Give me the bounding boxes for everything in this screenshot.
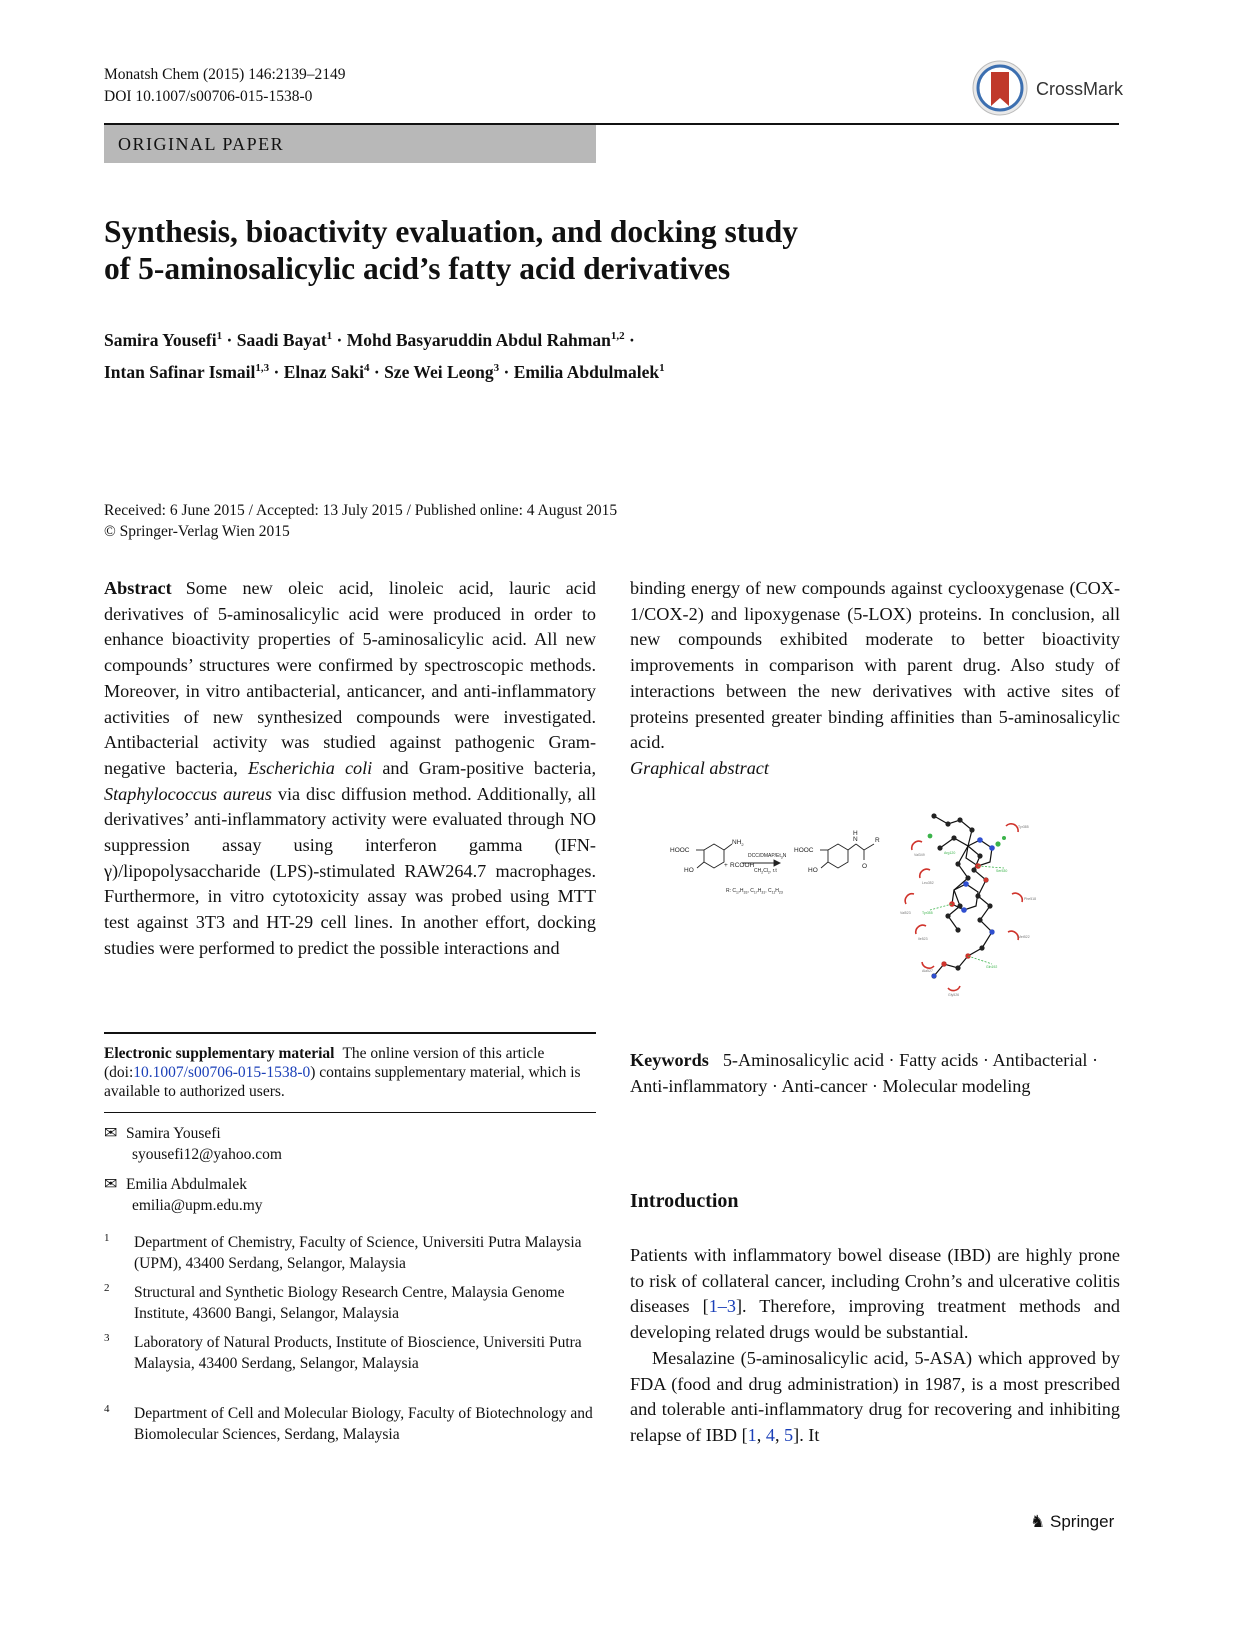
svg-text:Gly526: Gly526 [948,993,960,997]
affiliation: 2 Structural and Synthetic Biology Research Centre, Malaysia Genome Institute, 43600 Bangi, Selangor, Malaysia [104,1282,565,1322]
svg-text:RCOOH: RCOOH [730,862,755,869]
envelope-icon: ✉ [104,1125,118,1142]
title-line-2: of 5-aminosalicylic acid’s fatty acid derivatives [104,251,731,286]
abstract-text: Abstract Some new oleic acid, linoleic acid, lauric acid derivatives of 5-aminosalicylic acid were produced in order to enhance bioactivity properties of 5-aminosalicylic acid. All new compounds’ structures were confirmed by spectroscopic methods. Moreover, in vitro antibacterial, anticancer, and anti-inflammatory activities of new synthesized compounds were investigated. Antibacterial activity was studied against pathogenic Gram-negative bacteria, Escherichia coli and Gram-positive bacteria, Staphylococcus aureus via disc diffusion method. Additionally, all derivatives’ anti-inflammatory activity were evaluated through NO suppression assay using interferon gamma (IFN-γ)/lipopolysaccharide (LPS)-stimulated RAW264.7 macrophages. Furthermore, in vitro cytotoxicity assay was probed using MTT test against 3T3 and HT-29 cell lines. In another effort, docking studies were performed to predict the possible interactions and [104,578,596,958]
journal-header [104,64,346,108]
graphical-abstract-figure [668,808,1076,998]
section-heading-introduction: Introduction [630,1190,739,1212]
citation-link[interactable]: 1 [747,1424,757,1445]
author[interactable]: Mohd Basyaruddin Abdul Rahman [346,329,611,350]
affiliation: 1 Department of Chemistry, Faculty of Science, Universiti Putra Malaysia (UPM), 43400 Serdang, Selangor, Malaysia [104,1232,582,1272]
svg-text:H: H [853,830,858,837]
title-line-1: Synthesis, bioactivity evaluation, and docking study [104,214,799,249]
svg-text:N: N [853,836,858,843]
abstract-label: Abstract [104,578,172,598]
svg-text:Tyr355: Tyr355 [922,911,933,915]
email-link[interactable]: syousefi12@yahoo.com [132,1145,282,1163]
corresponding-author: ✉ Samira Yousefi syousefi12@yahoo.com [104,1124,596,1165]
svg-text:Val349: Val349 [914,853,925,857]
svg-text:Ser530: Ser530 [996,869,1008,873]
crossmark-label: CrossMark [1036,79,1124,99]
author[interactable]: Intan Safinar Ismail [104,361,256,382]
author[interactable]: Emilia Abdulmalek [513,361,660,382]
keywords: Keywords 5-Aminosalicylic acid · Fatty acids · Antibacterial · Anti-inflammatory · Anti-cancer · Molecular modeling [630,1050,1099,1096]
svg-text:Ala527: Ala527 [922,969,933,973]
svg-text:+: + [724,862,728,869]
publication-dates: Received: 6 June 2015 / Accepted: 13 July 2015 / Published online: 4 August 2015 © Springer-Verlag Wien 2015 [104,502,618,540]
springer-horse-icon: ♞ [1030,1512,1046,1531]
svg-text:Leu352: Leu352 [922,881,934,885]
doi: DOI 10.1007/s00706-015-1538-0 [104,88,313,105]
citation-link[interactable]: 1–3 [708,1296,736,1317]
corresponding-author: ✉ Emilia Abdulmalek emilia@upm.edu.my [104,1175,596,1216]
author[interactable]: Sze Wei Leong [384,361,494,382]
esm-bottom-rule [104,1112,596,1113]
esm-top-rule [104,1032,596,1034]
svg-text:NH2: $NH_2$ [732,839,744,847]
svg-text:Val523: Val523 [900,911,911,915]
svg-text:Met522: Met522 [1018,935,1030,939]
svg-text:Ile523: Ile523 [918,937,928,941]
paper-type-banner: ORIGINAL PAPER [104,125,596,163]
svg-text:CH2Cl2, r.t: $CH_2Cl_2$, r.t [754,868,777,875]
citation-link[interactable]: 5 [784,1424,794,1445]
abstract-continued: binding energy of new compounds against cyclooxygenase (COX-1/COX-2) and lipoxygenase (5-LOX) proteins. In conclusion, all new compounds exhibited moderate to better bioactivity improvements in comparison with parent drug. Also study of interactions between the new derivatives with active sites of proteins presented greater binding affinities than 5-aminosalicylic acid. Graphical abstract [630,576,1120,782]
svg-text:O: O [862,863,868,870]
journal-citation: Monatsh Chem (2015) 146:2139–2149 [104,66,346,83]
svg-text:HO: HO [808,867,818,874]
svg-text:R: C17H33, C17H31, C11H23: R: $C_{17}H_{33}$, $C_{17}H_{31}$, $C_{11}H_{23}$ [726,888,783,895]
email-link[interactable]: emilia@upm.edu.my [132,1196,263,1214]
svg-text:R: R [875,837,880,844]
affiliation: 3 Laboratory of Natural Products, Institute of Bioscience, Universiti Putra Malaysia, 43400 Serdang, Selangor, Malaysia [104,1332,582,1372]
affiliation: 4 Department of Cell and Molecular Biology, Faculty of Biotechnology and Biomolecular Sciences, Serdang, Malaysia [104,1403,593,1443]
publisher-logo: ♞ Springer [1030,1512,1115,1531]
author[interactable]: Samira Yousefi [104,329,217,350]
introduction-text: Patients with inflammatory bowel disease (IBD) are highly prone to risk of collateral cancer, including Crohn’s and ulcerative colitis diseases [1–3]. Therefore, improving treatment methods and developing related drugs would be substantial. Mesalazine (5-aminosalicylic acid, 5-ASA) which approved by FDA (food and drug administration) in 1987, is a most prescribed and tolerable anti-inflammatory drug for recovering and inhibiting relapse of IBD [1, 4, 5]. It [630,1245,1121,1445]
citation-link[interactable]: 4 [765,1424,775,1445]
svg-text:HOOC: HOOC [794,847,814,854]
author-list: Samira Yousefi$^1$ · Saadi Bayat$^1$ · Mohd Basyaruddin Abdul Rahman$^{1,2}$ · Intan Safinar Ismail$^{1,3}$ · Elnaz Saki$^4$ · Sze Wei Leong$^3$ · Emilia Abdulmalek$^1$ [104,329,665,382]
envelope-icon: ✉ [104,1176,118,1193]
svg-text:Gln192: Gln192 [986,965,998,969]
svg-text:Tyr385: Tyr385 [1018,825,1029,829]
graphical-abstract-label: Graphical abstract [630,757,769,778]
svg-text:Phe518: Phe518 [1024,897,1037,901]
svg-text:DCC/DMAP/Et3N: DCC/$DMAP/Et_3N$ [748,853,787,860]
doi-link[interactable]: 10.1007/s00706-015-1538-0 [133,1064,311,1081]
article-title [104,213,924,287]
author[interactable]: Saadi Bayat [236,329,327,350]
author[interactable]: Elnaz Saki [283,361,364,382]
svg-text:HO: HO [684,867,694,874]
svg-text:Arg120: Arg120 [944,851,956,855]
electronic-supplementary-material: Electronic supplementary material The online version of this article (doi:10.1007/s00706-015-1538-0) contains supplementary material, which is available to authorized users. [104,1045,581,1100]
svg-text:HOOC: HOOC [670,847,690,854]
keywords-label: Keywords [630,1050,709,1070]
